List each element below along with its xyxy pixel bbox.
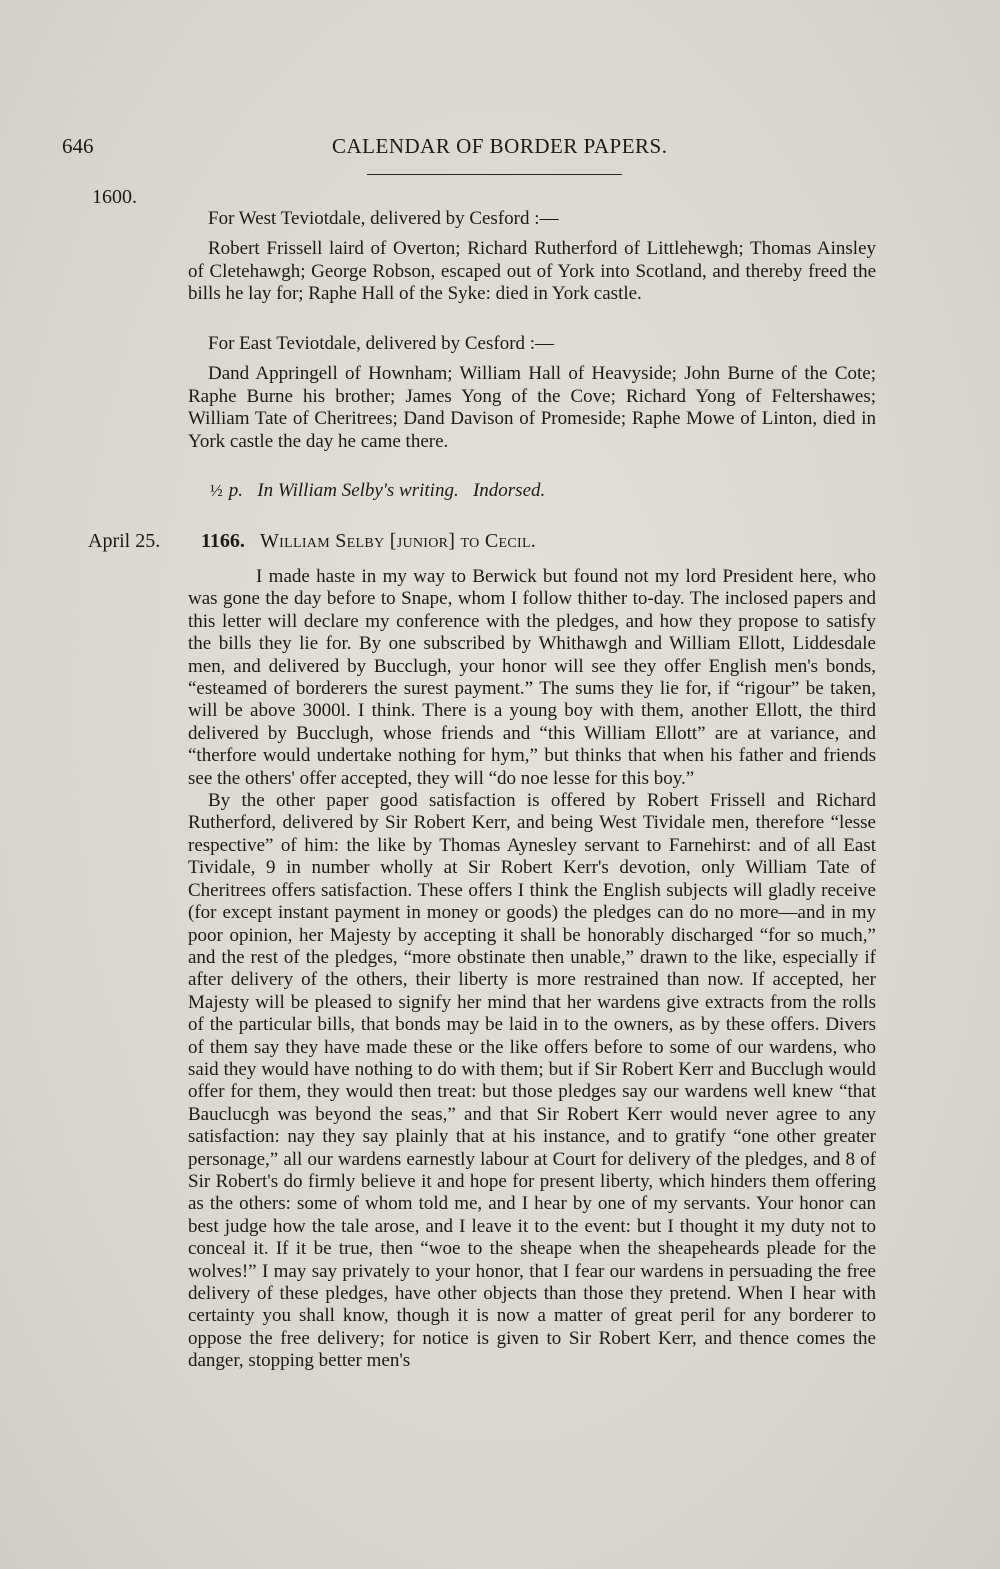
entry-title: William Selby [junior] to Cecil. (260, 530, 537, 552)
west-heading: For West Teviotdale, delivered by Cesford :— (208, 208, 559, 229)
note-fraction: ½ (210, 481, 223, 500)
west-teviotdale-section (188, 208, 876, 306)
entry-number: 1166. (201, 530, 245, 552)
letter-paragraph-2: By the other paper good satisfaction is offered by Robert Frissell and Richard Rutherford, delivered by Sir Robert Kerr, and being West Tividale men, therefore “lesse respective” of him: the like by Thomas Aynesley servant to Farnehirst: and of all East Tividale, 9 in number wholly at Sir Robert Kerr's devotion, only William Tate of Cheritrees offers satisfaction. These offers I think the English subjects will gladly receive (for except instant payment in money or goods) the pledges can do no more—and in my poor opinion, her Majesty by accepting it shall be honorably discharged “for so much,” and the rest of the pledges, “more obstinate then unable,” drawn to the like, especially if after delivery of the others, their liberty is more restrained than now. If accepted, her Majesty will be pleased to signify her mind that her wardens give extracts from the rolls of the particular bills, that bonds may be laid in to the owners, as by these offers. Divers of them say they have made these or the like offers before to some of our wardens, who said they would have nothing to do with them; but if Sir Robert Kerr and Bucclugh would offer for them, they would then treat: but those pledges say our wardens well knew “that Bauclucgh was beyond the seas,” and that Sir Robert Kerr would never agree to any satisfaction: nay they say plainly that at his instance, and to gratify “one other greater personage,” all our wardens earnestly labour at Court for delivery of the pledges, and 8 of Sir Robert's do firmly believe it and hope for present liberty, which hinders them offering as the others: some of whom told me, and I hear by one of my servants. Your honor can best judge how the tale arose, and I leave it to the event: but I thought it my duty not to conceal it. If it be true, then “woe to the sheape when the sheapeheards pleade for the wolves!” I may say privately to your honor, that I fear our wardens in persuading the free delivery of these pledges, have other objects than those they pretend. When I hear with certainty you shall know, though it is now a matter of great peril for any borderer to oppose the free delivery; for notice is given to Sir Robert Kerr, and thence comes the danger, stopping better men's (188, 790, 876, 1372)
year-label: 1600. (92, 186, 137, 208)
east-teviotdale-section (188, 333, 876, 453)
note-page: p. (228, 480, 243, 501)
east-heading: For East Teviotdale, delivered by Cesford :— (208, 333, 555, 354)
page-header (62, 134, 938, 174)
running-title: CALENDAR OF BORDER PAPERS. (332, 134, 668, 158)
page-number: 646 (62, 134, 94, 158)
header-rule (367, 174, 622, 175)
note-writing: In William Selby's writing. (257, 480, 459, 501)
entry-date: April 25. (88, 530, 161, 552)
west-pledge-list: Robert Frissell laird of Overton; Richard Rutherford of Littlehewgh; Thomas Ainsley of Cletehawgh; George Robson, escaped out of York into Scotland, and thereby freed the bills he lay for; Raphe Hall of the Syke: died in York castle. (188, 238, 876, 305)
letter-body (188, 566, 876, 1373)
east-pledge-list: Dand Appringell of Hownham; William Hall of Heavyside; John Burne of the Cote; Raphe Burne his brother; James Yong of the Cove; Richard Yong of Feltershawes; William Tate of Cheritrees; Dand Davison of Promeside; Raphe Mowe of Linton, died in York castle the day he came there. (188, 363, 876, 452)
source-note (210, 480, 545, 502)
letter-paragraph-1: I made haste in my way to Berwick but found not my lord President here, who was gone the day before to Snape, whom I follow thither to-day. The inclosed papers and this letter will declare my conference with the pledges, and how they propose to satisfy the bills they lie for. By one subscribed by Whithawgh and William Ellott, Liddesdale men, and delivered by Bucclugh, your honor will see they offer English men's bonds, “esteamed of borderers the surest payment.” The sums they lie for, if “rigour” be taken, will be above 3000l. I think. There is a young boy with them, another Ellott, the third delivered by Bucclugh, whose friends and “this William Ellott” are at variance, and “therfore would undertake nothing for hym,” but thinks that when his father and friends see the others' offer accepted, they will “do noe lesse for this boy.” (188, 566, 876, 789)
note-endorsed: Indorsed. (472, 480, 546, 501)
